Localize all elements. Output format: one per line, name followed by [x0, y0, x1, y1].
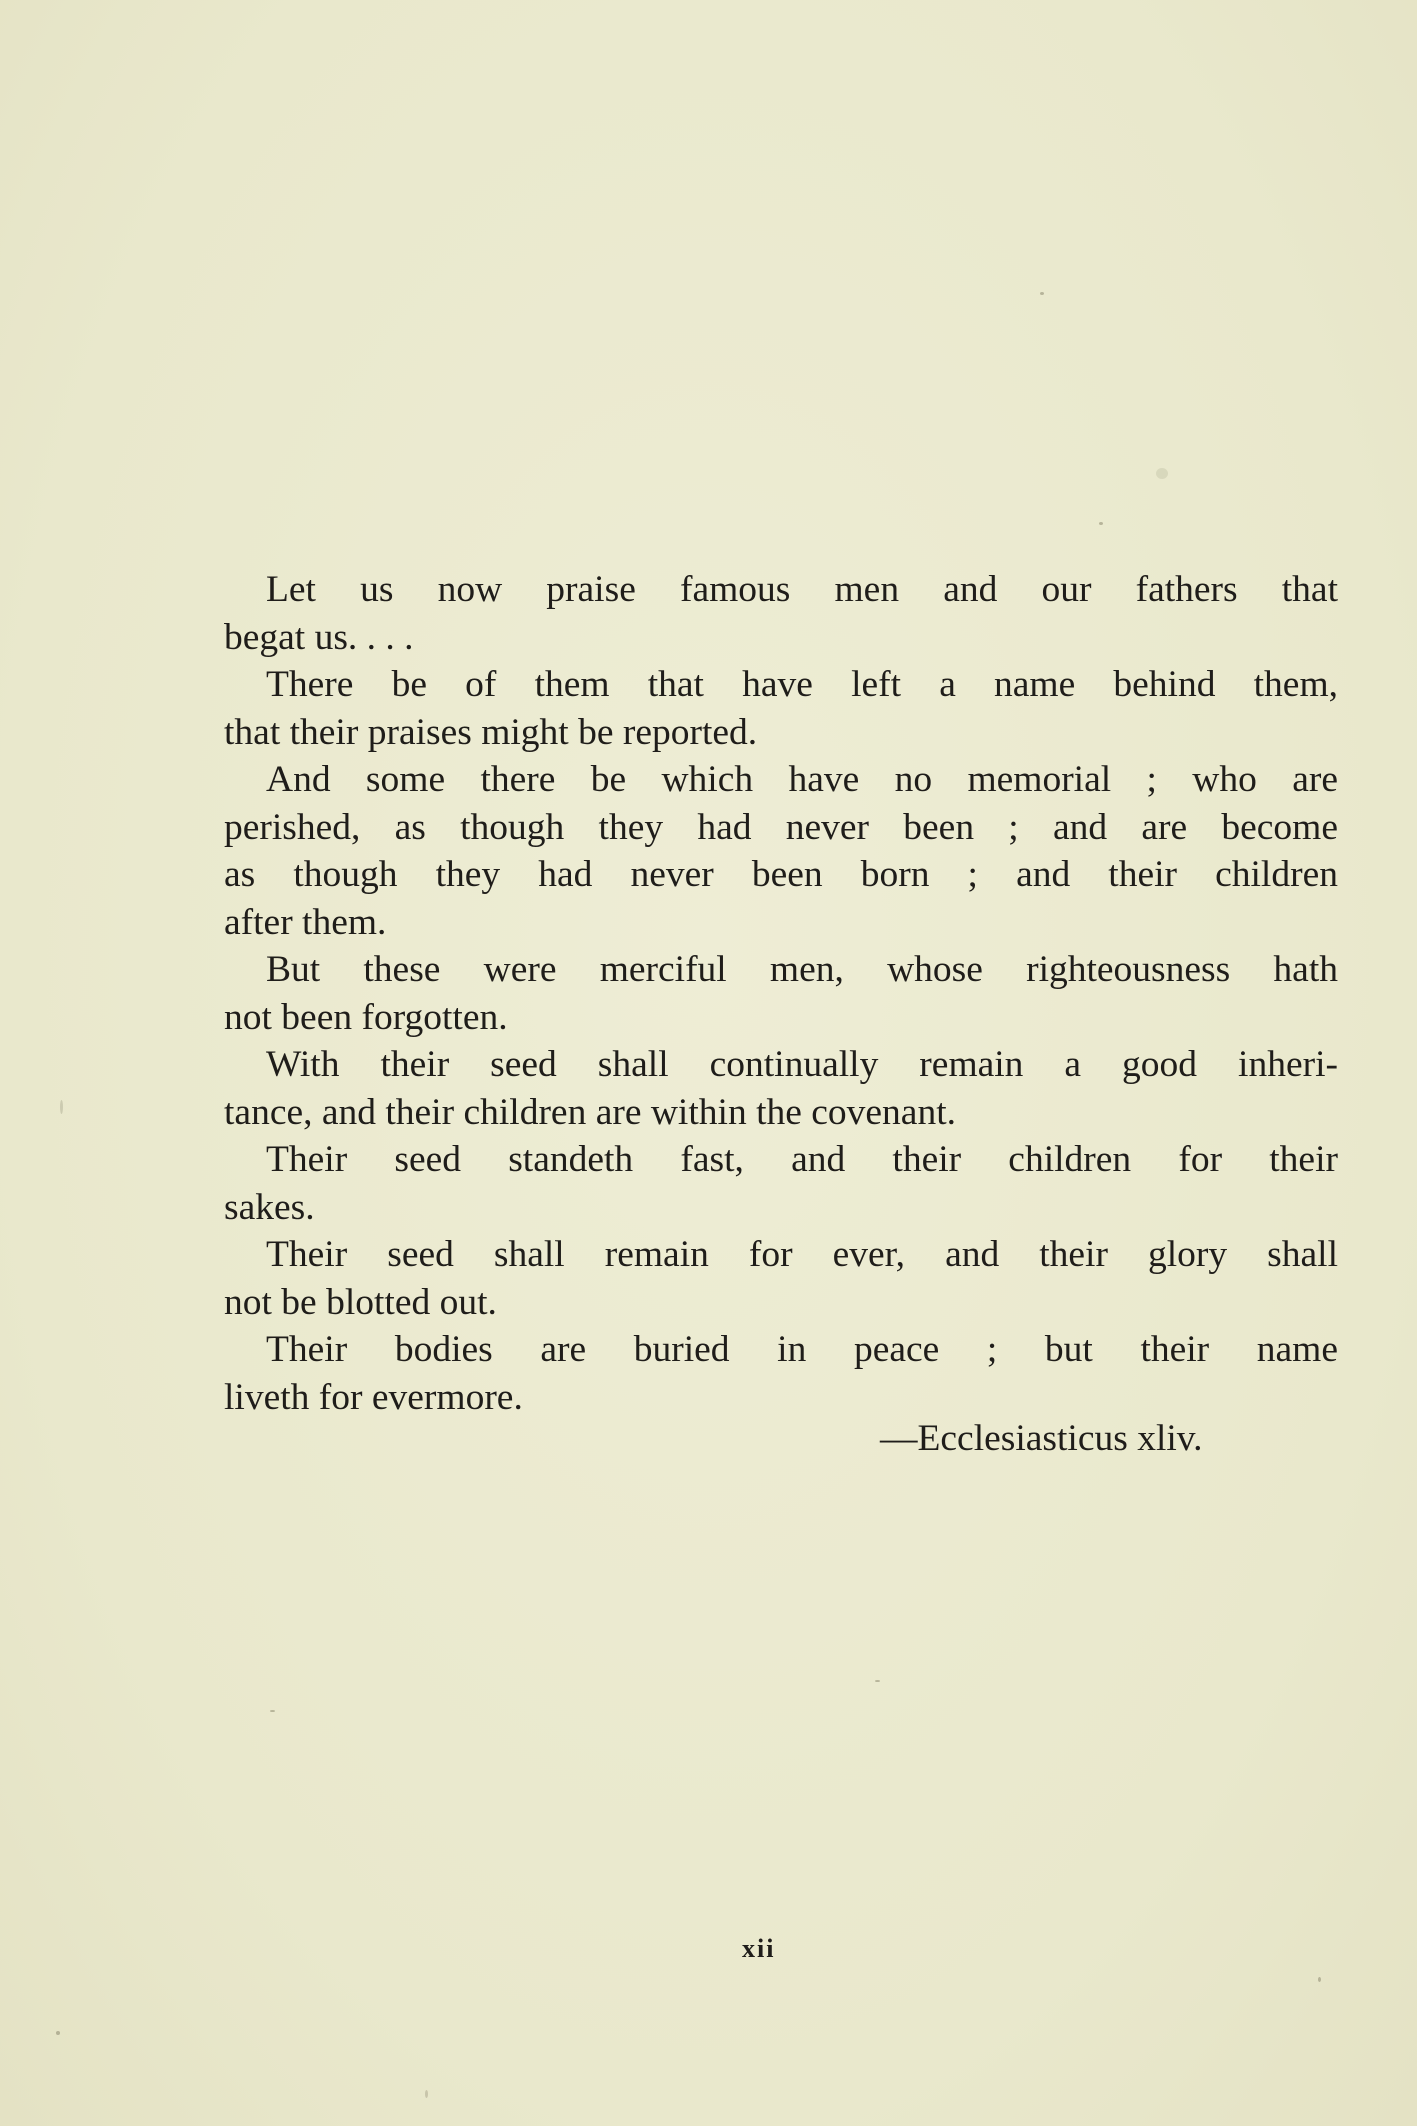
passage-line: Their seed standeth fast, and their children for their	[266, 1139, 1338, 1180]
passage-line: liveth for evermore.	[224, 1376, 523, 1418]
passage-line: after them.	[224, 901, 387, 943]
paper-speck	[1040, 292, 1044, 295]
scripture-passage	[224, 566, 1338, 1421]
paper-speck	[60, 1100, 63, 1114]
passage-line: tance, and their children are within the covenant.	[224, 1091, 956, 1133]
paper-speck	[1099, 522, 1103, 525]
passage-line: But these were merciful men, whose righteousness hath	[266, 949, 1338, 990]
paper-speck	[56, 2031, 60, 2035]
paper-speck	[1318, 1977, 1321, 1982]
passage-line: With their seed shall continually remain a good inheri-	[266, 1044, 1338, 1085]
passage-line: Let us now praise famous men and our fathers that	[266, 569, 1338, 610]
passage-line: sakes.	[224, 1186, 315, 1228]
passage-line: And some there be which have no memorial ; who are	[266, 759, 1338, 800]
paper-speck	[270, 1710, 275, 1712]
paper-speck	[875, 1680, 880, 1682]
page-number: xii	[742, 1934, 776, 1963]
passage-line: Their seed shall remain for ever, and their glory shall	[266, 1234, 1338, 1275]
passage-line: not be blotted out.	[224, 1281, 497, 1323]
passage-line: that their praises might be reported.	[224, 711, 758, 753]
passage-line: There be of them that have left a name behind them,	[266, 664, 1338, 705]
passage-line: Their bodies are buried in peace ; but their name	[266, 1329, 1338, 1370]
paper-speck	[1156, 468, 1168, 479]
passage-line: not been forgotten.	[224, 996, 508, 1038]
passage-line: perished, as though they had never been ; and are become	[224, 806, 1338, 848]
paper-speck	[425, 2090, 428, 2098]
passage-line: begat us. . . .	[224, 616, 414, 658]
passage-line: as though they had never been born ; and their children	[224, 854, 1338, 895]
passage-attribution: —Ecclesiasticus xliv.	[880, 1418, 1203, 1459]
